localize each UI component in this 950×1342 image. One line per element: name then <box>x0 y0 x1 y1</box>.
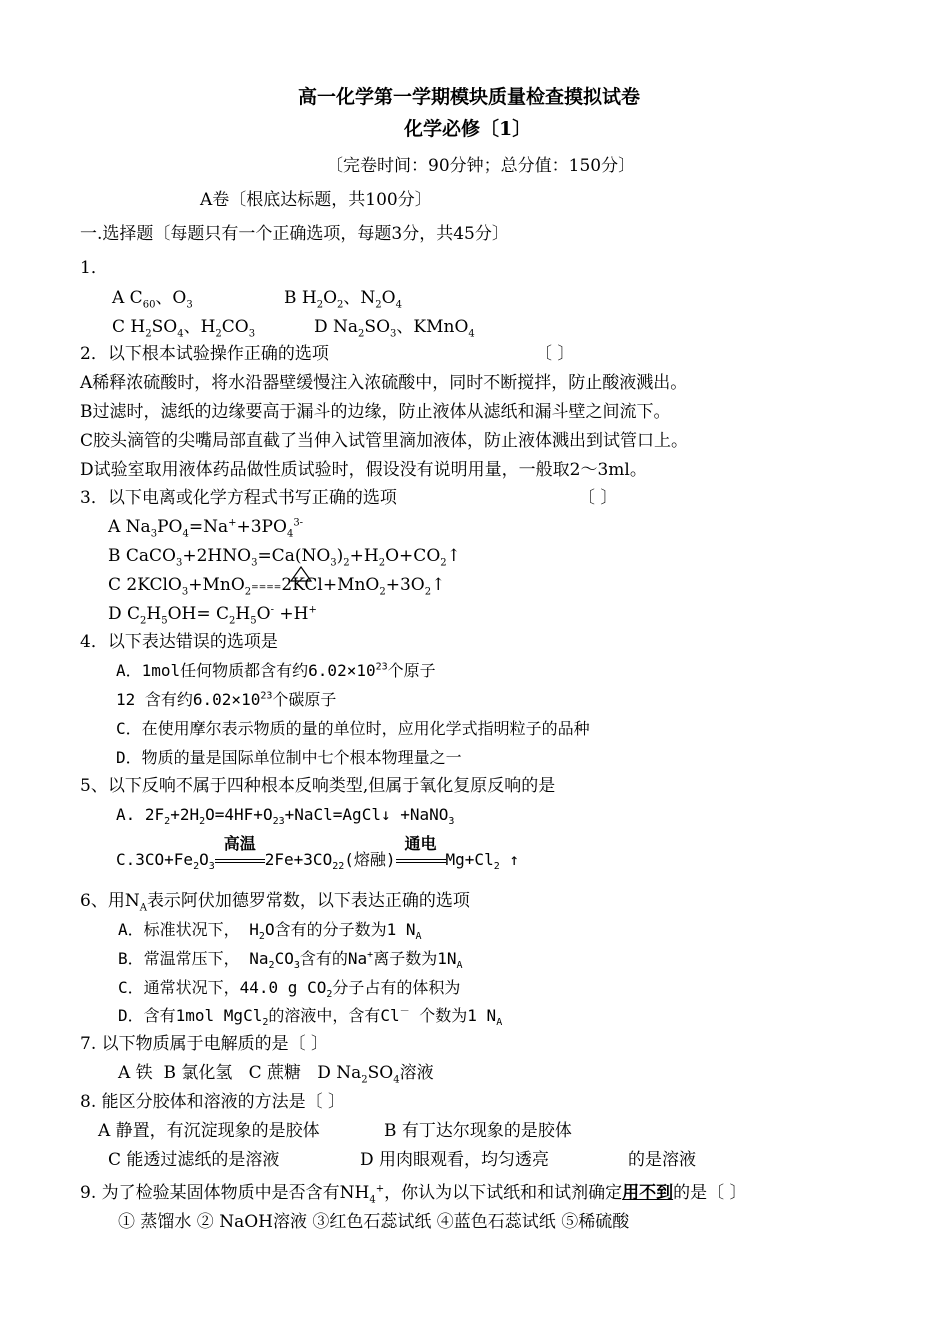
q7-options: A 铁 B 氯化氢 C 蔗糖 D $Na_2SO_4$溶液 <box>118 1063 434 1086</box>
q2-option-b: B过滤时，滤纸的边缘要高于漏斗的边缘，防止液体从滤纸和漏斗壁之间流下。 <box>80 402 671 422</box>
q5-stem: 5、以下反响不属于四种根本反响类型,但属于氧化复原反响的是 <box>80 776 556 796</box>
q2-option-c: C胶头滴管的尖嘴局部直截了当伸入试管里滴加液体，防止液体溅出到试管口上。 <box>80 431 689 451</box>
q6-option-b: B．常温常压下， $Na_2CO_3$含有的Na+离子数为$1N_A$ <box>118 949 463 972</box>
q2-answer-bracket: 〔 〕 <box>535 344 575 364</box>
condition-electrolysis: 通电 <box>396 849 446 871</box>
q9-stem: 9. 为了检验某固体物质中是否含有$NH_4^+$，你认为以下试纸和和试剂确定用不到的是〔 〕 <box>80 1183 747 1206</box>
q1-option-c: C $H_2SO_4$、$H_2CO_3$ <box>112 317 256 340</box>
q1-option-a: A $C_{60}$、$O_3$ <box>112 288 193 311</box>
q8-option-a: A 静置，有沉淀现象的是胶体 <box>98 1121 320 1141</box>
q1-option-d: D $Na_2SO_3$、KMnO$_4$ <box>314 317 475 340</box>
q4-stem: 4．以下表达错误的选项是 <box>80 632 278 652</box>
part-1-heading: 一.选择题〔每题只有一个正确选项，每题3分，共45分〕 <box>80 224 509 244</box>
q3-option-b: B $CaCO_3+2HNO_3=Ca(NO_3)_2+H_2O+CO_2↑$ <box>108 546 461 569</box>
page-subtitle: 化学必修〔1〕 <box>404 118 532 140</box>
q6-stem: 6、用$N_A$表示阿伏加德罗常数，以下表达正确的选项 <box>80 891 470 914</box>
q2-option-a: A稀释浓硫酸时，将水沿器壁缓慢注入浓硫酸中，同时不断搅拌，防止酸液溅出。 <box>80 373 688 393</box>
q4-option-a: A．1mol任何物质都含有约$6.02\times 10^{23}$个原子 <box>116 661 436 680</box>
q6-option-c: C．通常状况下，44.0 g $CO_2$分子占有的体积为 <box>118 978 461 1001</box>
q3-stem: 3．以下电离或化学方程式书写正确的选项 <box>80 488 397 508</box>
q1-option-b: B $H_2O_2$、$N_2O_4$ <box>284 288 402 311</box>
q2-stem: 2．以下根本试验操作正确的选项 <box>80 344 329 364</box>
q3-option-d: D $C_2H_5OH= C_2H_5O^- +H^+$ <box>108 604 317 627</box>
q3-answer-bracket: 〔 〕 <box>578 488 618 508</box>
q8-option-c: C 能透过滤纸的是溶液 <box>108 1150 280 1170</box>
q8-option-d: D 用肉眼观看，均匀透亮 <box>360 1150 550 1170</box>
q1-number: 1． <box>80 258 108 278</box>
heat-triangle-icon <box>290 566 312 582</box>
q9-emphasis: 用不到 <box>622 1183 674 1203</box>
page-title: 高一化学第一学期模块质量检查摸拟试卷 <box>298 86 641 108</box>
q4-option-c: C．在使用摩尔表示物质的量的单位时，应用化学式指明粒子的品种 <box>116 719 590 738</box>
q6-option-a: A．标准状况下， $H_2O$含有的分子数为1 $N_A$ <box>118 920 422 943</box>
section-a-heading: A卷〔根底达标题，共100分〕 <box>200 190 432 210</box>
q4-option-b: 12 含有约$6.02\times 10^{23}$个碳原子 <box>116 690 337 709</box>
q8-stem: 8. 能区分胶体和溶液的方法是〔 〕 <box>80 1092 346 1112</box>
q9-options: ① 蒸馏水 ② NaOH溶液 ③红色石蕊试纸 ④蓝色石蕊试纸 ⑤稀硫酸 <box>118 1212 630 1232</box>
q2-option-d: D试验室取用液体药品做性质试验时，假设没有说明用量，一般取2～3ml。 <box>80 460 647 480</box>
q8-option-b: B 有丁达尔现象的是胶体 <box>384 1121 572 1141</box>
exam-meta: 〔完卷时间：90分钟；总分值：150分〕 <box>326 156 636 176</box>
q4-option-d: D．物质的量是国际单位制中七个根本物理量之一 <box>116 748 462 767</box>
q3-option-c: C $2KClO_3+MnO_2====2KCl+MnO_2+3O_2↑$ <box>108 575 446 598</box>
q3-option-a: A $Na_3PO_4=Na^++3PO_4^{3-}$ <box>108 517 304 540</box>
q8-option-d-tail: 的是溶液 <box>628 1150 696 1170</box>
q6-option-d: D．含有1mol MgCl$_2$的溶液中，含有Cl－ 个数为1 $N_A$ <box>118 1006 503 1029</box>
q5-option-a: A. $2F_2+2H_2O=4HF+O_{23}+NaCl=AgCl↓$ +NaNO$_3$ <box>116 805 455 828</box>
q7-stem: 7. 以下物质属于电解质的是〔 〕 <box>80 1034 329 1054</box>
condition-high-temp: 高温 <box>215 849 265 871</box>
q5-option-c: $C.3CO+Fe_2O_3$ 高温 $2Fe+3CO_{22}$(熔融) 通电 $Mg+Cl_2$ ↑ <box>116 834 519 873</box>
